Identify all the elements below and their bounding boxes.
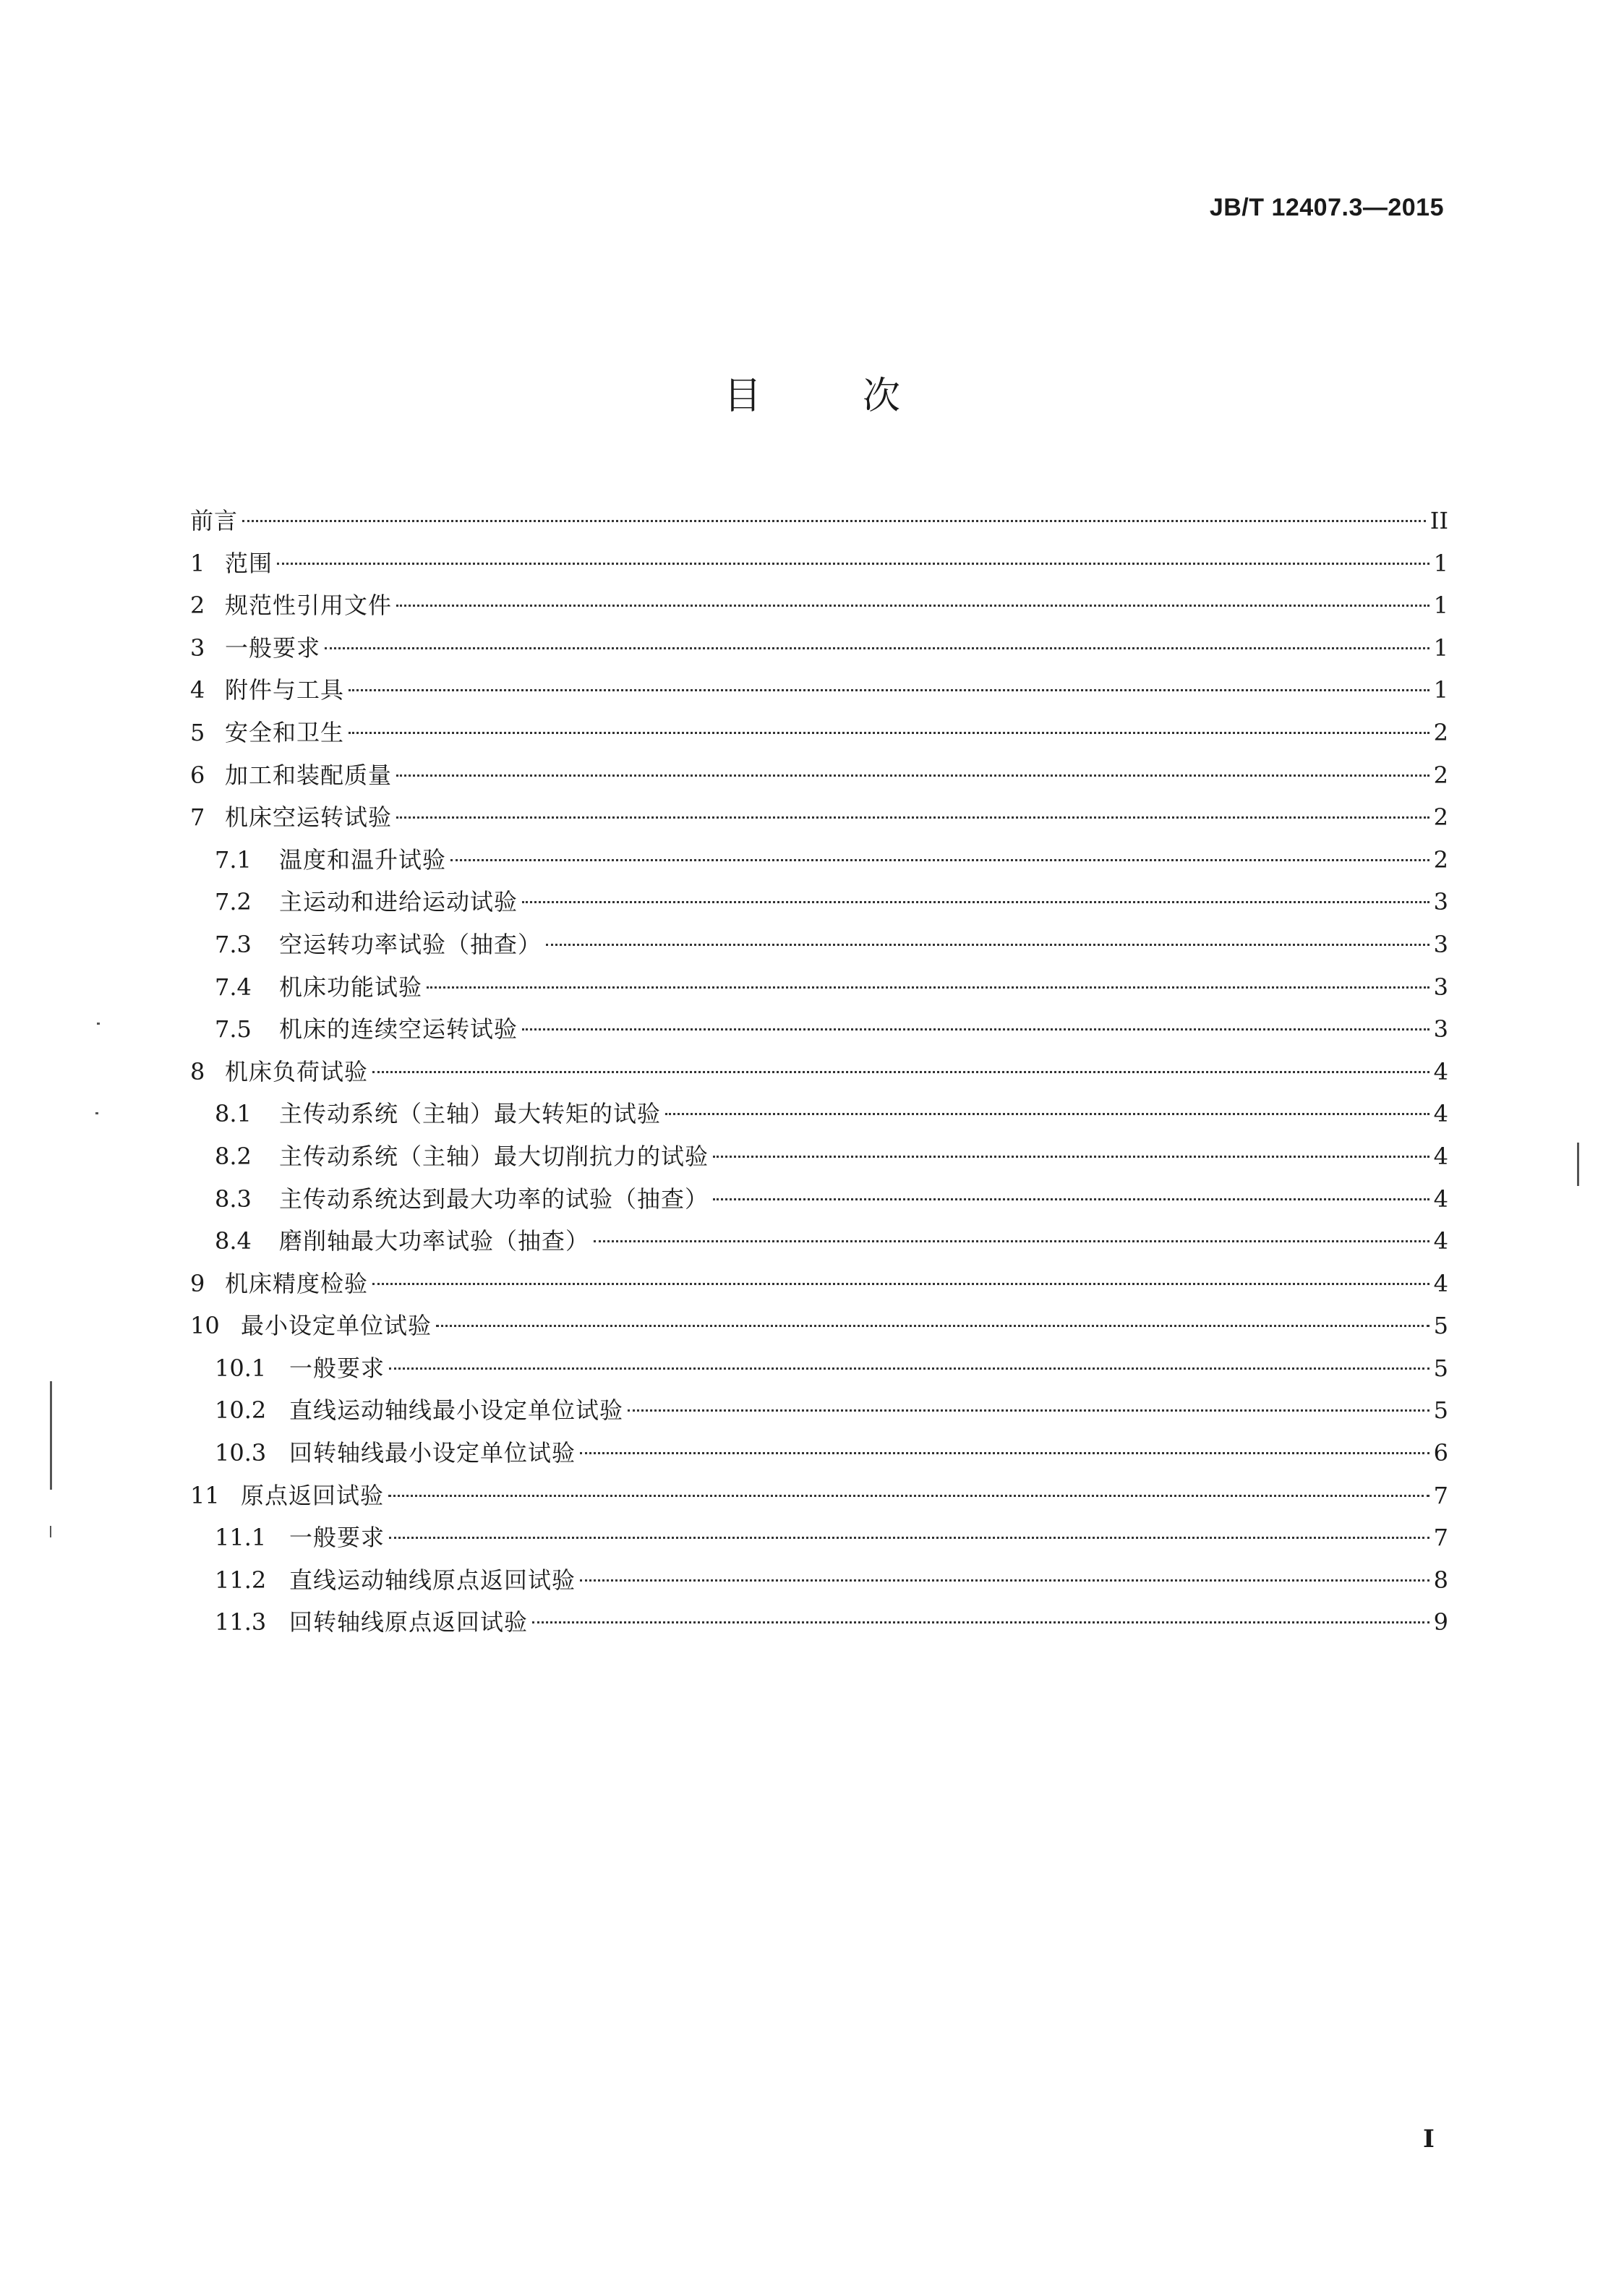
toc-entry-title: 主传动系统（主轴）最大转矩的试验 (279, 1100, 662, 1128)
toc-entry-page: 2 (1433, 845, 1448, 874)
toc-entry-page: 8 (1433, 1566, 1448, 1594)
toc-entry-title: 一般要求 (289, 1524, 385, 1552)
toc-entry-number: 7 (190, 803, 205, 832)
toc-entry-title: 空运转功率试验（抽查） (279, 930, 542, 958)
toc-entry[interactable] (190, 1305, 1448, 1347)
toc-entry-page: 2 (1433, 803, 1448, 832)
toc-dot-leader (522, 1028, 1429, 1030)
toc-dot-leader (546, 944, 1429, 946)
toc-dot-leader (372, 1283, 1429, 1285)
toc-entry-title: 机床空运转试验 (225, 803, 393, 832)
toc-entry-title: 温度和温升试验 (279, 845, 447, 874)
toc-entry-title: 直线运动轴线最小设定单位试验 (289, 1396, 624, 1425)
toc-entry-title: 直线运动轴线原点返回试验 (289, 1566, 576, 1594)
toc-entry-number: 7.5 (215, 1015, 252, 1044)
toc-entry[interactable] (190, 584, 1448, 627)
toc-entry-number: 10.2 (215, 1396, 267, 1425)
toc-dot-leader (325, 647, 1429, 649)
toc-entry[interactable] (190, 1008, 1448, 1051)
toc-dot-leader (436, 1325, 1429, 1327)
toc-entry[interactable] (190, 1220, 1448, 1263)
toc-entry-page: 1 (1433, 549, 1448, 577)
toc-entry[interactable] (190, 1178, 1448, 1221)
toc-entry-page: 3 (1433, 973, 1448, 1001)
toc-entry-title: 一般要求 (289, 1354, 385, 1382)
toc-dot-leader (628, 1409, 1429, 1412)
page-title: 目次 (723, 375, 1001, 418)
toc-dot-leader (242, 520, 1426, 522)
toc-entry-page: 4 (1433, 1269, 1448, 1297)
toc-entry-number: 10.1 (215, 1354, 267, 1382)
toc-dot-leader (396, 774, 1429, 777)
toc-entry-title: 回转轴线最小设定单位试验 (289, 1439, 576, 1467)
toc-entry-title: 回转轴线原点返回试验 (289, 1608, 529, 1636)
toc-entry-title: 附件与工具 (225, 676, 345, 704)
toc-entry-number: 10 (190, 1312, 220, 1340)
toc-entry-number: 6 (190, 761, 205, 789)
toc-entry-page: 9 (1433, 1608, 1448, 1636)
scan-artifact-mark (50, 1381, 52, 1490)
toc-entry-number: 11.1 (215, 1524, 267, 1552)
toc-entry[interactable] (190, 1347, 1448, 1390)
toc-entry-title: 范围 (225, 549, 273, 577)
toc-entry[interactable] (190, 796, 1448, 839)
toc-entry-number: 7.2 (215, 888, 252, 916)
toc-entry[interactable] (190, 1389, 1448, 1432)
toc-dot-leader (522, 901, 1429, 903)
toc-dot-leader (665, 1113, 1429, 1115)
toc-entry-title: 主传动系统达到最大功率的试验（抽查） (279, 1185, 709, 1213)
toc-entry-number: 8.4 (215, 1227, 252, 1255)
toc-entry-page: 3 (1433, 888, 1448, 916)
toc-entry[interactable] (190, 1093, 1448, 1135)
toc-entry-number: 11.2 (215, 1566, 267, 1594)
toc-entry-page: 4 (1433, 1185, 1448, 1213)
toc-entry[interactable] (190, 1432, 1448, 1475)
toc-entry-number: 11.3 (215, 1608, 267, 1636)
toc-dot-leader (450, 859, 1429, 861)
toc-entry-title: 机床负荷试验 (225, 1057, 369, 1085)
toc-entry-page: 1 (1433, 676, 1448, 704)
toc-entry-number: 5 (190, 718, 205, 746)
toc-entry-number: 4 (190, 676, 205, 704)
toc-dot-leader (349, 689, 1429, 691)
toc-entry-title: 最小设定单位试验 (241, 1312, 432, 1340)
toc-entry[interactable] (190, 754, 1448, 797)
toc-entry[interactable] (190, 1559, 1448, 1602)
toc-dot-leader (532, 1621, 1429, 1623)
toc-dot-leader (713, 1156, 1429, 1158)
toc-entry-number: 2 (190, 592, 205, 620)
toc-entry-title: 规范性引用文件 (225, 592, 393, 620)
toc-entry-number: 10.3 (215, 1439, 267, 1467)
scan-artifact-mark (95, 1112, 98, 1114)
toc-entry[interactable] (190, 839, 1448, 882)
toc-entry-title: 前言 (190, 507, 239, 534)
toc-entry-number: 8.3 (215, 1185, 252, 1213)
toc-entry-page: 6 (1433, 1439, 1448, 1467)
toc-entry-page: 4 (1433, 1100, 1448, 1128)
toc-dot-leader (349, 732, 1429, 734)
toc-entry-page: 4 (1433, 1142, 1448, 1170)
toc-entry-number: 8.2 (215, 1142, 252, 1170)
toc-entry-title: 主传动系统（主轴）最大切削抗力的试验 (279, 1142, 709, 1170)
toc-dot-leader (427, 986, 1429, 989)
toc-entry-title: 机床功能试验 (279, 973, 423, 1001)
toc-dot-leader (594, 1240, 1429, 1242)
toc-entry-page: 3 (1433, 1015, 1448, 1044)
toc-entry-title: 机床精度检验 (225, 1269, 369, 1297)
toc-entry[interactable] (190, 500, 1448, 542)
table-of-contents (190, 500, 1448, 1644)
toc-entry[interactable] (190, 966, 1448, 1009)
toc-dot-leader (580, 1579, 1429, 1582)
toc-dot-leader (389, 1367, 1429, 1370)
toc-entry-page: 1 (1433, 592, 1448, 620)
toc-entry[interactable] (190, 881, 1448, 923)
toc-entry-title: 机床的连续空运转试验 (279, 1015, 518, 1044)
toc-dot-leader (277, 563, 1429, 565)
toc-dot-leader (580, 1452, 1429, 1454)
toc-entry-title: 主运动和进给运动试验 (279, 888, 518, 916)
toc-entry-title: 加工和装配质量 (225, 761, 393, 789)
toc-entry-number: 9 (190, 1269, 205, 1297)
toc-dot-leader (396, 816, 1429, 819)
toc-entry-page: 4 (1433, 1227, 1448, 1255)
toc-entry[interactable] (190, 669, 1448, 712)
toc-entry-page: 5 (1433, 1396, 1448, 1425)
toc-entry-page: 1 (1433, 633, 1448, 662)
toc-entry-page: 7 (1433, 1481, 1448, 1509)
toc-entry-title: 原点返回试验 (241, 1481, 385, 1509)
toc-entry-page: 4 (1433, 1057, 1448, 1085)
toc-entry-page: 2 (1433, 718, 1448, 746)
toc-dot-leader (713, 1198, 1429, 1200)
toc-entry-number: 1 (190, 549, 205, 577)
toc-dot-leader (372, 1071, 1429, 1073)
toc-entry[interactable] (190, 1135, 1448, 1178)
toc-dot-leader (396, 605, 1429, 607)
toc-entry-page: 5 (1433, 1312, 1448, 1340)
toc-entry-number: 8 (190, 1057, 205, 1085)
toc-entry[interactable] (190, 1475, 1448, 1517)
toc-entry-number: 11 (190, 1481, 220, 1509)
page-number: I (1423, 2125, 1435, 2154)
toc-entry[interactable] (190, 1516, 1448, 1559)
toc-entry-number: 8.1 (215, 1100, 252, 1128)
toc-entry[interactable] (190, 1601, 1448, 1644)
toc-entry-number: 7.3 (215, 930, 252, 958)
toc-entry-page: II (1429, 507, 1448, 534)
toc-entry[interactable] (190, 627, 1448, 670)
scan-artifact-mark (50, 1526, 51, 1537)
toc-entry-title: 一般要求 (225, 633, 321, 662)
toc-entry[interactable] (190, 1263, 1448, 1305)
toc-entry-title: 安全和卫生 (225, 718, 345, 746)
toc-entry-page: 2 (1433, 761, 1448, 789)
standard-code: JB/T 12407.3—2015 (1209, 194, 1444, 221)
toc-entry[interactable] (190, 542, 1448, 585)
scan-artifact-mark (1577, 1143, 1579, 1186)
toc-entry-page: 7 (1433, 1524, 1448, 1552)
toc-entry[interactable] (190, 1051, 1448, 1093)
scan-artifact-mark (97, 1023, 100, 1025)
toc-entry-page: 5 (1433, 1354, 1448, 1382)
toc-entry[interactable] (190, 712, 1448, 754)
toc-entry-page: 3 (1433, 930, 1448, 958)
toc-dot-leader (389, 1537, 1429, 1539)
toc-entry-number: 3 (190, 633, 205, 662)
toc-entry-number: 7.4 (215, 973, 252, 1001)
toc-entry-title: 磨削轴最大功率试验（抽查） (279, 1227, 590, 1255)
toc-entry-number: 7.1 (215, 845, 252, 874)
toc-entry[interactable] (190, 923, 1448, 966)
toc-dot-leader (388, 1495, 1429, 1497)
